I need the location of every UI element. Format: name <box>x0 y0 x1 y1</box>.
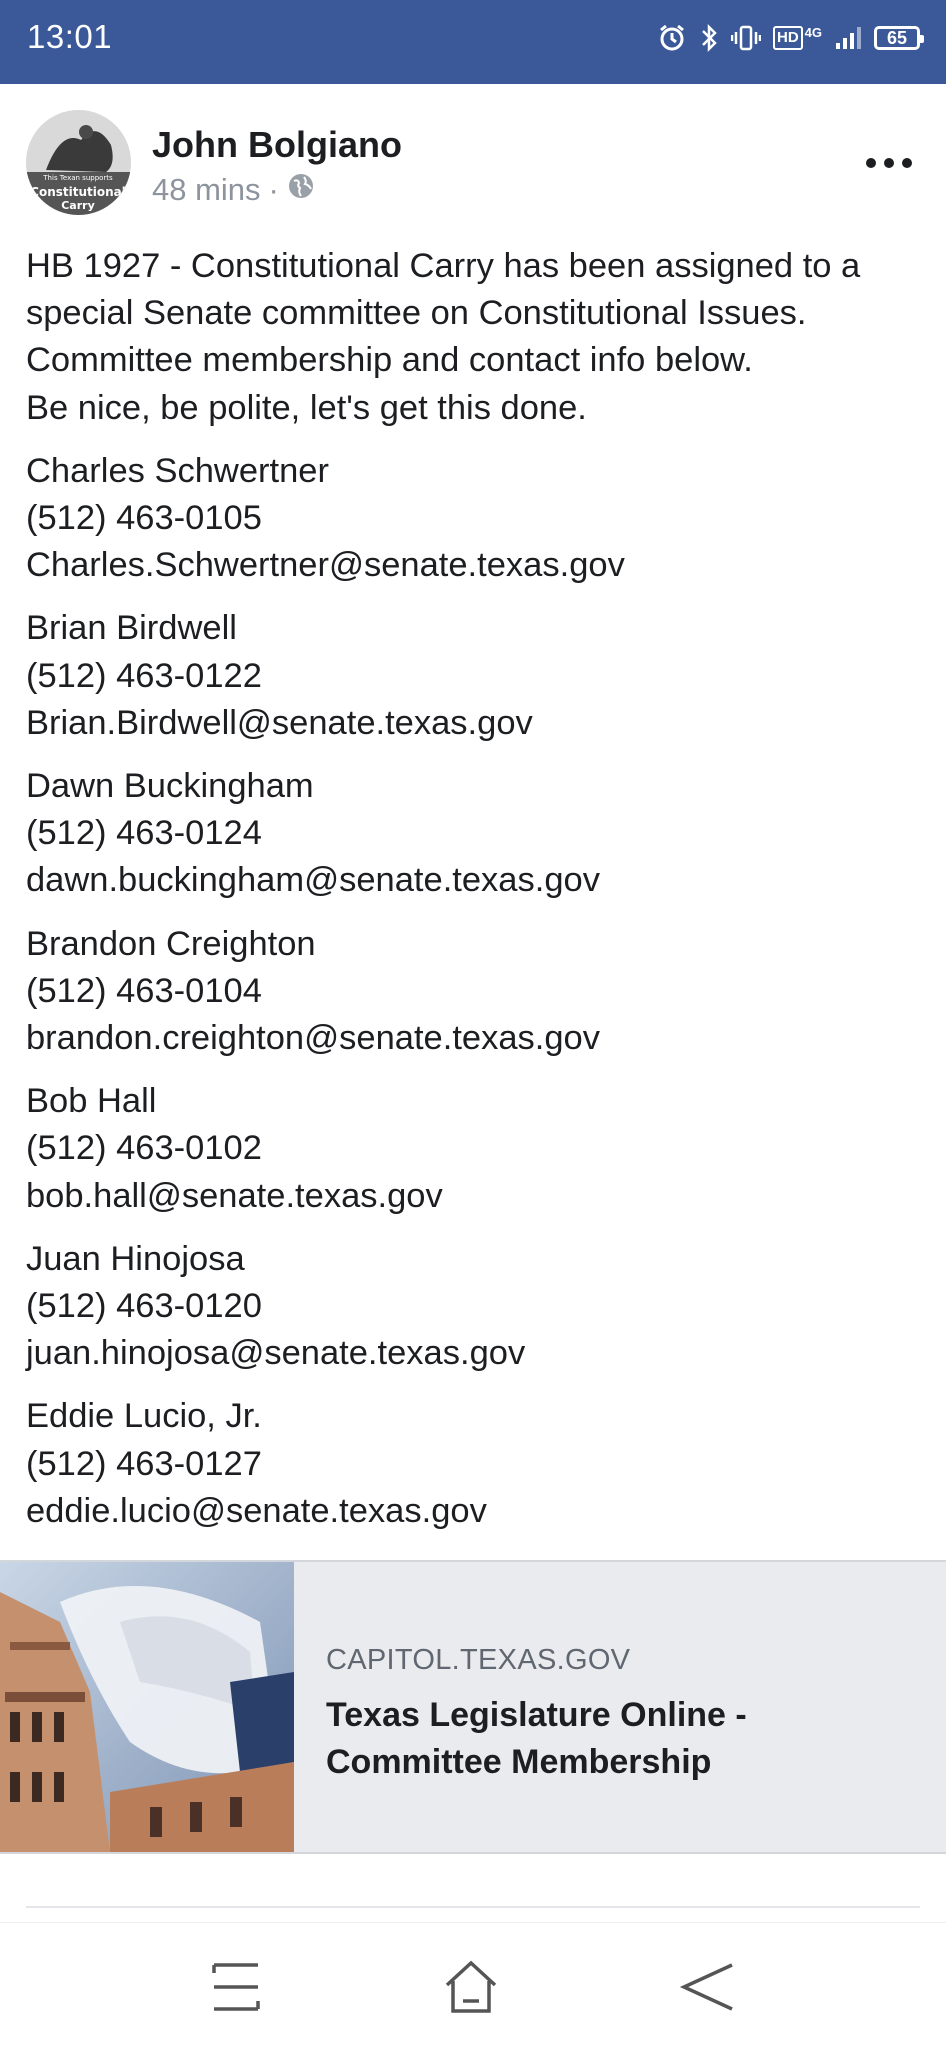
contact-name: Bob Hall <box>26 1082 157 1121</box>
menu-button[interactable] <box>206 1957 266 2017</box>
contact-phone[interactable]: (512) 463-0104 <box>26 971 262 1010</box>
vibrate-icon <box>731 23 761 53</box>
contact-block <box>26 605 926 747</box>
post-time[interactable]: 48 mins <box>152 172 261 207</box>
contact-block <box>26 448 926 590</box>
contact-phone[interactable]: (512) 463-0127 <box>26 1444 262 1483</box>
contact-phone[interactable]: (512) 463-0122 <box>26 656 262 695</box>
contact-name: Charles Schwertner <box>26 451 329 490</box>
alarm-icon <box>657 23 687 53</box>
post-meta <box>152 172 315 208</box>
contact-name: Brandon Creighton <box>26 924 316 963</box>
contact-email[interactable]: brandon.creighton@senate.texas.gov <box>26 1019 600 1058</box>
contact-phone[interactable]: (512) 463-0120 <box>26 1287 262 1326</box>
contact-block <box>26 1393 926 1535</box>
avatar[interactable] <box>26 110 131 215</box>
contact-name: Juan Hinojosa <box>26 1239 245 1278</box>
home-button[interactable] <box>441 1957 501 2017</box>
battery-level: 65 <box>886 27 908 48</box>
contact-block <box>26 1236 926 1378</box>
link-domain: CAPITOL.TEXAS.GOV <box>326 1644 631 1676</box>
back-button[interactable] <box>676 1957 736 2017</box>
bluetooth-icon <box>699 23 719 53</box>
contact-email[interactable]: Brian.Birdwell@senate.texas.gov <box>26 703 533 742</box>
contact-phone[interactable]: (512) 463-0105 <box>26 499 262 538</box>
contact-block <box>26 921 926 1063</box>
post-text-line: special Senate committee on Constitutional Issues. <box>26 294 807 333</box>
svg-text:Constitutional: Constitutional <box>30 185 126 199</box>
hd-label: HD <box>773 26 803 50</box>
link-title-line: Committee Membership <box>326 1743 712 1781</box>
contact-email[interactable]: Charles.Schwertner@senate.texas.gov <box>26 546 625 585</box>
svg-text:This Texan supports: This Texan supports <box>43 174 113 182</box>
post-intro <box>26 243 926 432</box>
more-options-button[interactable] <box>866 146 912 180</box>
link-thumbnail[interactable] <box>0 1562 294 1852</box>
contact-name: Eddie Lucio, Jr. <box>26 1397 262 1436</box>
battery-icon <box>874 26 920 50</box>
contact-block <box>26 763 926 905</box>
network-type: 4G <box>804 25 822 40</box>
post-text-line: Committee membership and contact info below. <box>26 341 753 380</box>
menu-icon <box>206 2004 266 2021</box>
contact-name: Brian Birdwell <box>26 609 237 648</box>
post-text-line: HB 1927 - Constitutional Carry has been assigned to a <box>26 247 861 285</box>
contact-email[interactable]: eddie.lucio@senate.texas.gov <box>26 1491 487 1530</box>
contact-email[interactable]: bob.hall@senate.texas.gov <box>26 1176 443 1215</box>
more-dot <box>902 158 912 168</box>
status-icons <box>657 18 920 58</box>
author-name[interactable]: John Bolgiano <box>152 124 402 165</box>
svg-text:Carry: Carry <box>61 199 95 212</box>
contact-email[interactable]: dawn.buckingham@senate.texas.gov <box>26 861 600 900</box>
contact-email[interactable]: juan.hinojosa@senate.texas.gov <box>26 1334 526 1373</box>
status-bar <box>0 0 946 84</box>
post-header <box>0 84 946 234</box>
link-title[interactable] <box>326 1692 906 1786</box>
system-nav-bar <box>0 1922 946 2049</box>
post-text-line: Be nice, be polite, let's get this done. <box>26 388 587 427</box>
contact-phone[interactable]: (512) 463-0102 <box>26 1129 262 1168</box>
contact-name: Dawn Buckingham <box>26 767 314 806</box>
globe-icon <box>287 172 315 208</box>
more-dot <box>866 158 876 168</box>
more-dot <box>884 158 894 168</box>
link-title-line: Texas Legislature Online - <box>326 1696 747 1734</box>
hd-icon <box>773 26 822 50</box>
contact-block <box>26 1078 926 1220</box>
post-body <box>26 243 926 1535</box>
status-time: 13:01 <box>27 18 113 55</box>
contact-phone[interactable]: (512) 463-0124 <box>26 814 262 853</box>
divider <box>26 1906 920 1908</box>
link-preview-card[interactable] <box>0 1560 946 1854</box>
signal-icon <box>834 25 862 51</box>
meta-separator: · <box>268 172 279 207</box>
back-icon <box>676 2004 736 2021</box>
home-icon <box>441 2004 501 2021</box>
